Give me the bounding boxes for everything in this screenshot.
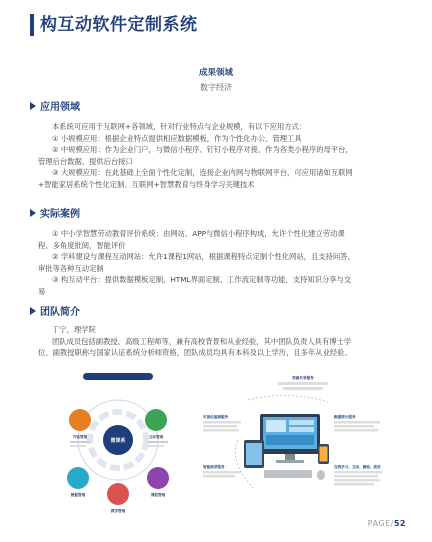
system-architecture-diagram bbox=[38, 370, 394, 516]
text-line: +智能家居系统个性化定制、互联网+智慧教育与终身学习关键技术 bbox=[38, 179, 255, 189]
title-accent-bar bbox=[30, 14, 34, 36]
text-line: 位、副教授职称与国家认证系统分析师资格，团队成员均具有本科及以上学历，且多年从业经验。 bbox=[38, 348, 352, 358]
text-line: ② 中规模应用：作为企业门户，与微信小程序、钉钉小程序对接，作为各类小程序的母平台， bbox=[52, 145, 353, 155]
text-line: 本系统可应用于互联网+各领域，针对行业特点与企业规模，有以下应用方式： bbox=[52, 122, 307, 131]
right-top-label: 资源共享服务 bbox=[292, 376, 314, 380]
section-heading-application: 应用领域 bbox=[30, 101, 80, 114]
node-content-mgmt bbox=[69, 409, 91, 431]
text-line: ① 小规模应用：根据企业特点提供相应数据模板，作为个性化办公、管理工具 bbox=[52, 133, 302, 143]
service-label: 可视化编辑服务 bbox=[203, 415, 229, 419]
node-label: 课程管理 bbox=[150, 493, 166, 497]
page-title: 构互动软件定制系统 bbox=[40, 15, 198, 35]
triangle-bullet-icon bbox=[30, 307, 36, 315]
mouse-icon bbox=[317, 470, 325, 480]
page-number: PAGE/52 bbox=[367, 519, 406, 528]
node-interaction-mgmt bbox=[145, 409, 167, 431]
services-diagram bbox=[203, 375, 382, 488]
section-heading-team: 团队简介 bbox=[30, 306, 80, 319]
section-heading-cases: 实际案例 bbox=[30, 208, 80, 221]
service-label: 在线学习、互动、测验、批改 bbox=[334, 465, 381, 469]
text-line: 管理后台数据、提供后台接口 bbox=[38, 156, 133, 166]
node-course-mgmt bbox=[147, 467, 169, 489]
text-line: 程、多角度批阅，智能评价 bbox=[38, 240, 126, 250]
node-label: 互动管理 bbox=[148, 435, 164, 439]
hub-center-label: 微课系 bbox=[110, 438, 126, 444]
node-label: 内容管理 bbox=[72, 435, 88, 439]
service-label: 智能推荐服务 bbox=[203, 465, 225, 469]
team-text bbox=[38, 324, 398, 359]
cases-text bbox=[38, 228, 398, 298]
node-teaching-mgmt bbox=[107, 483, 129, 505]
hub-top-banner bbox=[83, 373, 153, 380]
text-line: ③ 大规模应用：在此基础上全面个性化定制，连接企业内网与物联网平台，可应用诸如互联网 bbox=[52, 168, 353, 178]
result-domain-value: 数字经济 bbox=[200, 83, 232, 92]
text-line: 审批等各种互动定制 bbox=[38, 263, 104, 273]
service-label: 数据统计服务 bbox=[334, 415, 356, 419]
triangle-bullet-icon bbox=[30, 209, 36, 217]
node-data-mgmt bbox=[67, 467, 89, 489]
text-line: ③ 构互动平台：提供数据模板定制，HTML界面定制、工作流定制等功能，支持知识分享与交 bbox=[52, 275, 352, 285]
triangle-bullet-icon bbox=[30, 102, 36, 110]
node-label: 教学管理 bbox=[110, 509, 126, 513]
hub-diagram bbox=[67, 373, 169, 513]
text-line: 易 bbox=[38, 286, 46, 296]
text-line: 丁宁，理学院 bbox=[52, 325, 96, 334]
node-label: 数据管理 bbox=[70, 493, 86, 497]
keyboard-icon bbox=[264, 470, 312, 478]
text-line: ② 学科建设与课程互动网站：允许1课程1网站，根据课程特点定制个性化网站，且支持问答、 bbox=[52, 252, 355, 262]
text-line: ① 中小学智慧劳动教育评价系统：由网站、APP与微信小程序构成，允许个性化建立劳动课 bbox=[52, 229, 345, 238]
result-domain-label: 成果领域 bbox=[198, 68, 233, 78]
text-line: 团队成员包括副教授、高级工程师等，兼有高校背景和从业经验，其中团队负责人具有博士学 bbox=[52, 336, 352, 346]
application-text bbox=[38, 121, 398, 191]
